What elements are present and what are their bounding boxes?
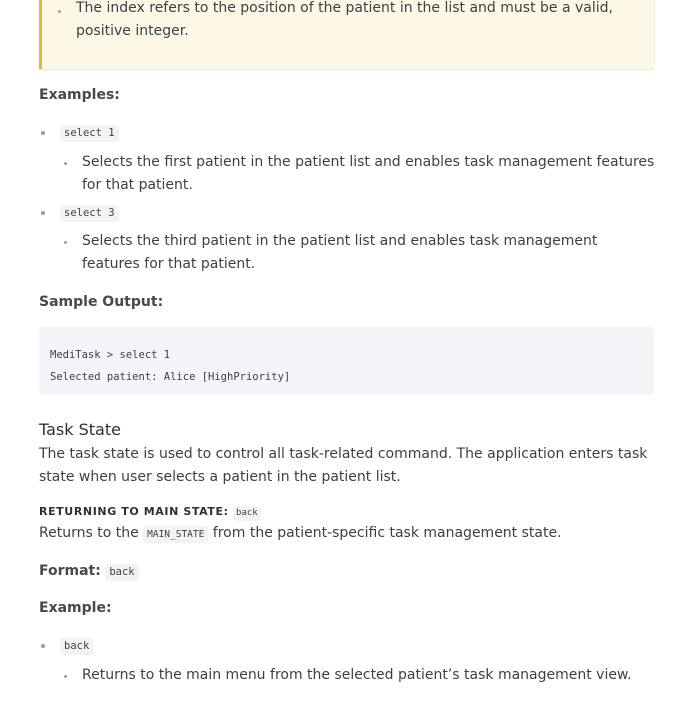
example-1-description: Selects the first patient in the patient list and enables task management features for that patient. [82, 154, 655, 193]
task-state-description: The task state is used to control all task-related command. The application enters task state when user selects a patient in the patient list. [39, 446, 648, 485]
note-bullet-icon [58, 10, 61, 13]
sample-output-line-1: MediTask > select 1 [50, 349, 171, 361]
back-example-code: back [60, 638, 93, 655]
example-2-bullet-icon [41, 211, 45, 215]
main-state-code: MAIN_STATE [143, 526, 208, 543]
sample-output-line-2: Selected patient: Alice [HighPriority] [50, 371, 291, 383]
note-callout [39, 0, 654, 69]
returning-heading [39, 503, 261, 521]
returning-code: back [233, 506, 261, 521]
examples-heading: Examples: [39, 87, 120, 103]
sample-output-code-block [39, 327, 654, 395]
back-example-sub-bullet-icon [64, 675, 67, 678]
example-2-code: select 3 [60, 205, 119, 222]
example-1-bullet-icon [41, 131, 45, 135]
example-2-description: Selects the third patient in the patient list and enables task management features for that patient. [82, 233, 598, 272]
returns-prefix: Returns to the [39, 525, 139, 541]
back-example-bullet-icon [41, 644, 45, 648]
back-example-description: Returns to the main menu from the selected patient’s task management view. [82, 667, 632, 683]
note-text: The index refers to the position of the patient in the list and must be a valid, positive integer. [76, 0, 613, 39]
example-2-sub-bullet-icon [64, 241, 67, 244]
example-1-sub-bullet-icon [64, 162, 67, 165]
format-label: Format: [39, 563, 101, 579]
format-line [39, 563, 139, 581]
example-heading: Example: [39, 600, 112, 616]
task-state-title: Task State [39, 420, 121, 439]
format-code: back [105, 564, 138, 581]
sample-output-heading: Sample Output: [39, 294, 164, 310]
returning-label: RETURNING TO MAIN STATE: [39, 505, 229, 518]
example-1-code: select 1 [60, 125, 119, 142]
returns-suffix: from the patient-specific task management state. [212, 525, 562, 541]
returns-description [39, 522, 659, 545]
